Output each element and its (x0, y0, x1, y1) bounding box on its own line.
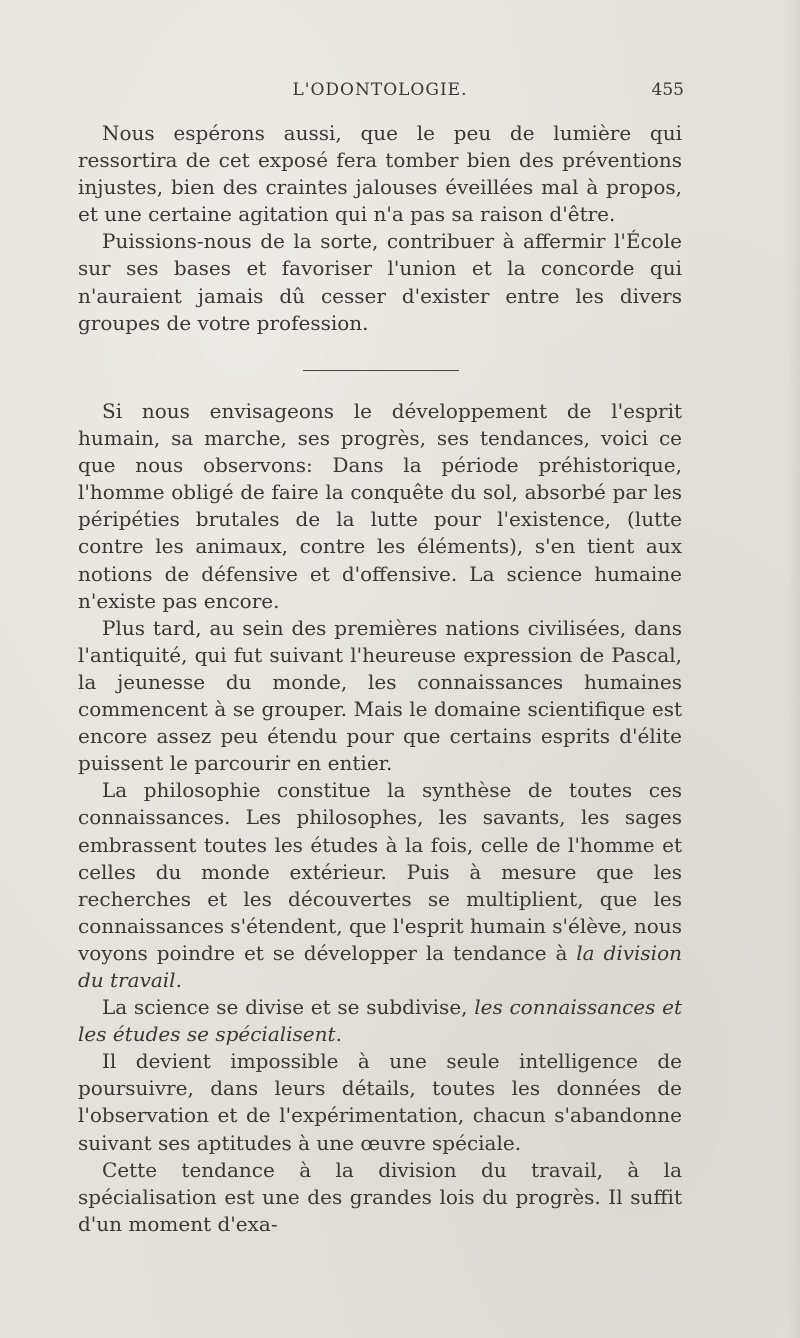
paragraph: Plus tard, au sein des premières nations civilisées, dans l'antiquité, qui fut suivant l'heureuse expression de Pascal, la jeunesse du monde, les connaissances humaines commencent à se grouper. Mais le domaine scientifique est encore assez peu étendu pour que certains esprits d'élite puissent le parcourir en entier. (78, 615, 682, 776)
paragraph: Nous espérons aussi, que le peu de lumière qui ressortira de cet exposé fera tomber bien des préventions injustes, bien des craintes jalouses éveillées mal à propos, et une certaine agitation qui n'a pas sa raison d'être. (78, 121, 682, 227)
paragraph: Il devient impossible à une seule intelligence de poursuivre, dans leurs détails, toutes les données de l'observation et de l'expérimentation, chacun s'abandonne suivant ses aptitudes à une œuvre spéciale. (78, 1049, 682, 1155)
paragraph (78, 994, 682, 1048)
page-number: 455 (651, 80, 684, 100)
paragraph: Cette tendance à la division du travail, à la spécialisation est une des grandes lois du progrès. Il suffit d'un moment d'exa- (78, 1157, 682, 1236)
paragraph-text: La philosophie constitue la synthèse de toutes ces connaissances. Les philosophes, les savants, les sages embrassent toutes les études à la fois, celle de l'homme et celles du monde extérieur. Puis à mesure que les recherches et les découvertes se multiplient, que les connaissances s'étendent, que l'esprit humain s'élève, nous voyons poindre et se développer la tendance à (78, 778, 682, 965)
paragraph: Si nous envisageons le développement de l'esprit humain, sa marche, ses progrès, ses tendances, voici ce que nous observons: Dans la période préhistorique, l'homme obligé de faire la conquête du sol, absorbé par les péripéties brutales de la lutte pour l'existence, (lutte contre les animaux, contre les éléments), s'en tient aux notions de défensive et d'offensive. La science humaine n'existe pas encore. (78, 399, 682, 613)
italic-phrase: la division du travail (78, 940, 682, 992)
paragraph-text: La science se divise et se subdivise, (102, 995, 475, 1020)
paragraph: Puissions-nous de la sorte, contribuer à affermir l'École sur ses bases et favoriser l'union et la concorde qui n'auraient jamais dû cesser d'exister entre les divers groupes de votre profession. (78, 229, 682, 335)
section-separator-rule (303, 370, 459, 371)
paragraph-end: . (335, 1022, 342, 1047)
running-title: L'ODONTOLOGIE. (292, 80, 468, 100)
paragraph-end: . (175, 967, 182, 992)
page-edge-shadow (786, 0, 800, 1338)
section-two (78, 398, 682, 1238)
paragraph (78, 777, 682, 994)
page-header (78, 80, 682, 110)
italic-phrase: les connaissances et les études se spécialisent (78, 995, 683, 1047)
section-one (78, 120, 682, 337)
